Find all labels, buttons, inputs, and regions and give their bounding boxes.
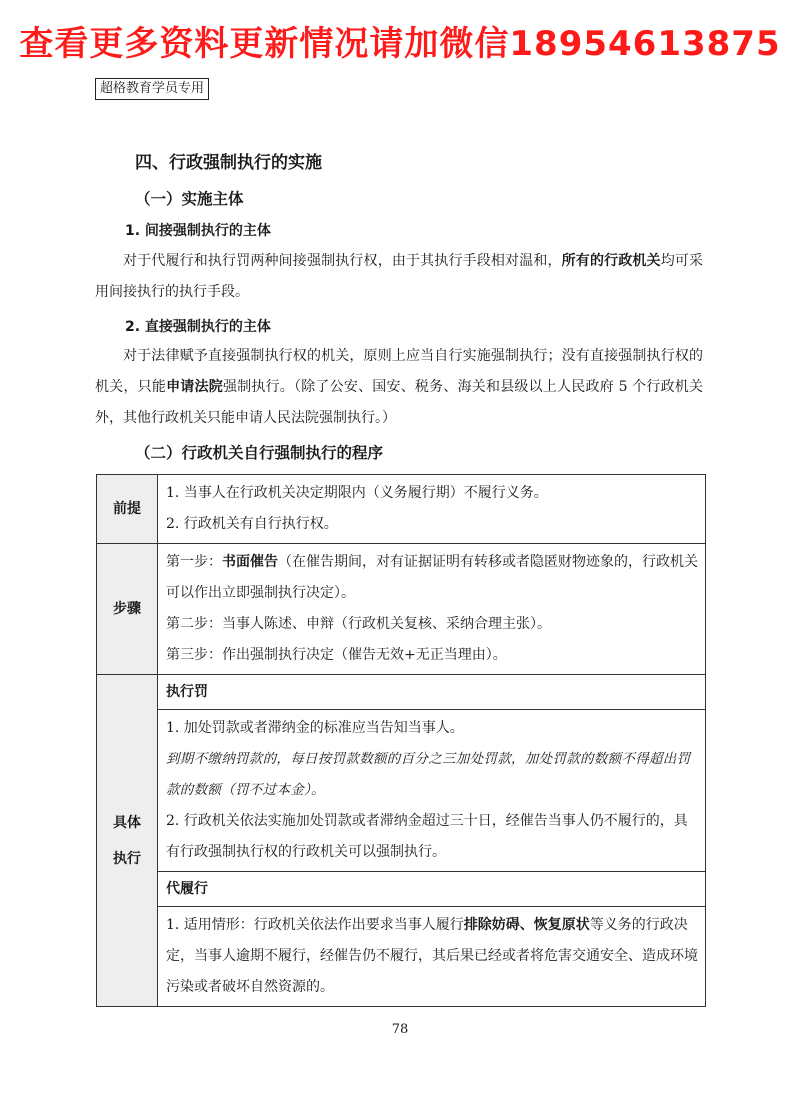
page-number: 78	[391, 1022, 409, 1037]
fine-line: 1. 加处罚款或者滞纳金的标准应当告知当事人。	[166, 720, 464, 736]
proxy-line	[166, 910, 699, 1003]
step-line	[166, 547, 699, 609]
paragraph-indirect	[95, 246, 703, 308]
bold-text: 所有的行政机关	[561, 253, 661, 269]
section-heading: 四、行政强制执行的实施	[135, 153, 322, 173]
step-line: 第二步：当事人陈述、申辩（行政机关复核、采纳合理主张）。	[166, 616, 551, 632]
bold-text: 排除妨碍、恢复原状	[463, 917, 590, 933]
text: 均可采用间接执行的执行手段。	[95, 253, 704, 300]
text: （在催告期间，对有证据证明有转移或者隐匿财物迹象的，行政机关可以作出立即强制执行决定）。	[166, 554, 698, 601]
proxy-subheading: 代履行	[158, 872, 706, 907]
row-label: 步骤	[97, 544, 158, 675]
text: 强制执行。（除了公安、国安、税务、海关和县级以上人民政府 5 个行政机关外，其他行政机关只能申请人民法院强制执行。）	[95, 379, 704, 426]
text: 对于法律赋予直接强制执行权的机关，原则上应当自行实施强制执行；没有直接强制执行权的机关，只能	[95, 348, 703, 395]
table-row-execution-fine-title	[97, 675, 706, 710]
row-content	[158, 544, 706, 675]
row-content	[158, 907, 706, 1007]
subsection-title-1: （一）实施主体	[135, 189, 244, 208]
text: 1. 适用情形：行政机关依法作出要求当事人履行	[166, 917, 464, 933]
table-row-execution-fine	[97, 710, 706, 872]
row-content	[158, 710, 706, 872]
label-line: 具体	[113, 814, 141, 831]
bold-text: 申请法院	[166, 379, 223, 395]
paragraph-direct	[95, 341, 703, 434]
member-stamp: 超格教育学员专用	[95, 78, 209, 100]
step-line: 第三步：作出强制执行决定（催告无效+无正当理由）。	[166, 647, 507, 663]
text: 对于代履行和执行罚两种间接强制执行权，由于其执行手段相对温和，	[123, 253, 562, 269]
row-label	[97, 675, 158, 1007]
text: 等义务的行政决定，当事人逾期不履行，经催告仍不履行，其后果已经或者将危害交通安全、造成环境污染或者破坏自然资源的。	[166, 917, 698, 995]
table-row-execution-proxy	[97, 907, 706, 1007]
watermark-banner: 查看更多资料更新情况请加微信18954613875	[19, 24, 781, 64]
label-line: 执行	[113, 850, 141, 867]
premise-line: 1. 当事人在行政机关决定期限内（义务履行期）不履行义务。	[166, 485, 548, 501]
premise-line: 2. 行政机关有自行执行权。	[166, 516, 338, 532]
bold-text: 书面催告	[222, 554, 278, 570]
fine-subheading: 执行罚	[158, 675, 706, 710]
text: 第一步：	[166, 554, 222, 570]
procedure-table	[96, 474, 706, 1007]
sub-heading-indirect: 1. 间接强制执行的主体	[125, 223, 271, 239]
table-row-premise	[97, 475, 706, 544]
fine-line: 2. 行政机关依法实施加处罚款或者滞纳金超过三十日，经催告当事人仍不履行的，具有行政强制执行权的行政机关可以强制执行。	[166, 813, 688, 860]
row-label: 前提	[97, 475, 158, 544]
table-row-execution-proxy-title	[97, 872, 706, 907]
fine-note: 到期不缴纳罚款的，每日按罚款数额的百分之三加处罚款，加处罚款的数额不得超出罚款的数额（罚不过本金）。	[166, 751, 691, 798]
table-row-steps	[97, 544, 706, 675]
row-content	[158, 475, 706, 544]
subsection-title-2: （二）行政机关自行强制执行的程序	[135, 443, 384, 462]
sub-heading-direct: 2. 直接强制执行的主体	[125, 319, 271, 335]
